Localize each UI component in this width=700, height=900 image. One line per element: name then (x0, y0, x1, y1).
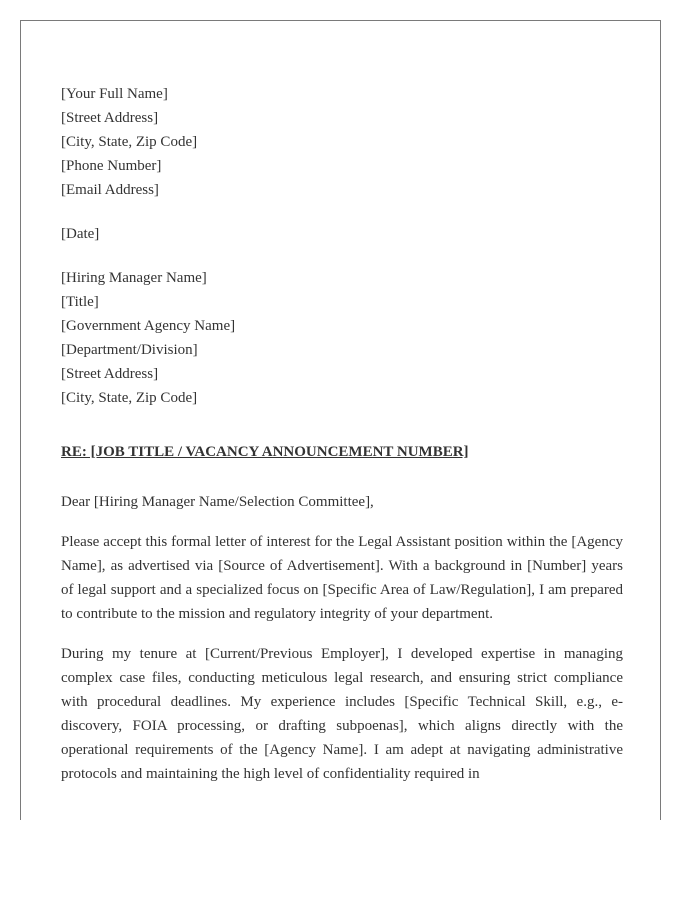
body-paragraph-1: Please accept this formal letter of interest for the Legal Assistant position within the [Agency Name], as advertised via [Source of Advertisement]. With a background in [Number] years of legal support and a specialized focus on [Specific Area of Law/Regulation], I am prepared to contribute to the mission and regulatory integrity of your department. (61, 534, 623, 622)
recipient-department: [Department/Division] (61, 342, 198, 358)
body-paragraph-2: During my tenure at [Current/Previous Employer], I developed expertise in managing complex case files, conducting meticulous legal research, and ensuring strict compliance with procedural deadlines. My experience includes [Specific Technical Skill, e.g., e-discovery, FOIA processing, or drafting subpoenas], which aligns directly with the operational requirements of the [Agency Name]. I am adept at navigating administrative protocols and maintaining the high level of confidentiality required in (61, 646, 623, 782)
sender-phone: [Phone Number] (61, 158, 162, 174)
recipient-name: [Hiring Manager Name] (61, 270, 207, 286)
recipient-title: [Title] (61, 294, 99, 310)
recipient-agency: [Government Agency Name] (61, 318, 236, 334)
letter-content (61, 82, 623, 786)
recipient-street: [Street Address] (61, 366, 159, 382)
recipient-city: [City, State, Zip Code] (61, 390, 198, 406)
sender-name: [Your Full Name] (61, 86, 168, 102)
recipient-block (61, 266, 623, 410)
sender-city: [City, State, Zip Code] (61, 134, 198, 150)
salutation: Dear [Hiring Manager Name/Selection Committee], (61, 494, 374, 510)
subject-line: RE: [JOB TITLE / VACANCY ANNOUNCEMENT NUMBER] (61, 444, 469, 460)
sender-street: [Street Address] (61, 110, 159, 126)
letter-page (20, 20, 661, 820)
sender-block (61, 82, 623, 202)
letter-date: [Date] (61, 226, 100, 242)
sender-email: [Email Address] (61, 182, 159, 198)
date-block (61, 222, 623, 246)
